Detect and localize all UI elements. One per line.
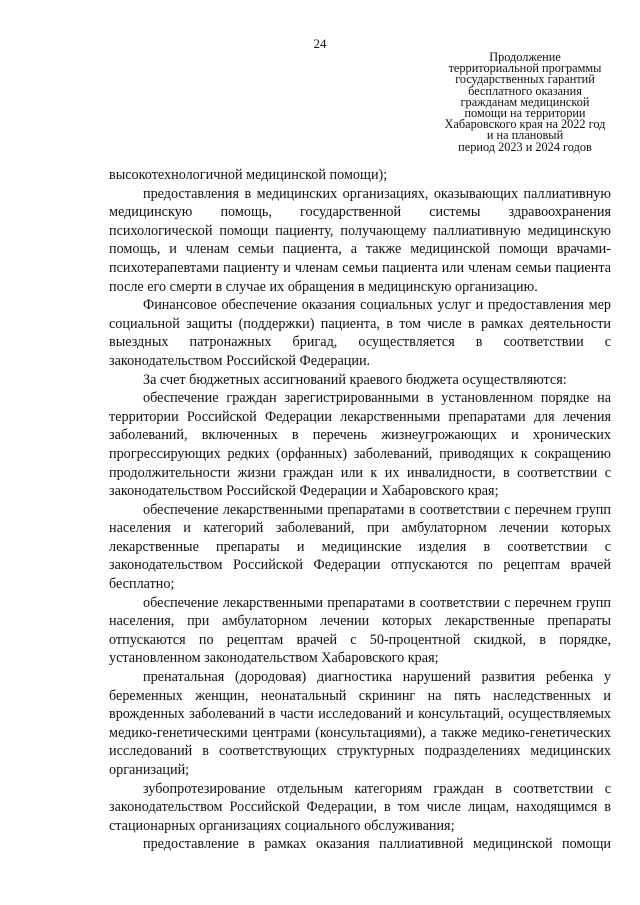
document-body	[109, 166, 611, 854]
header-line: бесплатного оказания	[468, 83, 582, 98]
paragraph: пренатальная (дородовая) диагностика нарушений развития ребенка у беременных женщин, неонатальный скрининг на пять наследственных и врожденных заболеваний в части исследований и консультаций, осуществляемых медико-генетическими центрами (консультациями), а также медико-генетических исследований в соответствующих структурных подразделениях медицинских организаций;	[109, 669, 611, 778]
paragraph: высокотехнологичной медицинской помощи);	[109, 167, 388, 183]
header-line: территориальной программы	[448, 61, 602, 76]
header-line: Продолжение	[489, 50, 561, 64]
paragraph: предоставления в медицинских организациях, оказывающих паллиативную медицинскую помощь, государственной системы здравоохранения психологической помощи пациенту, получающему паллиативную медицинскую помощь, и членам семьи пациента, а также медицинской помощи врачами-психотерапевтами пациенту и членам семьи пациента или членам семьи пациента после его смерти в случае их обращения в медицинскую организацию.	[109, 185, 611, 295]
header-line: помощи на территории	[464, 106, 586, 121]
paragraph: обеспечение граждан зарегистрированными в установленном порядке на территории Российской Федерации лекарственными препаратами для лечения заболеваний, включенных в перечень жизнеугрожающих и хронических прогрессирующих редких (орфанных) заболеваний, приводящих к сокращению продолжительности жизни граждан или к их инвалидности, в соответствии с законодательством Российской Федерации и Хабаровского края;	[109, 390, 611, 500]
paragraph: предоставление в рамках оказания паллиативной медицинской помощи	[143, 836, 611, 853]
header-line: государственных гарантий	[455, 72, 595, 87]
program-continuation-header	[425, 52, 625, 153]
paragraph: За счет бюджетных ассигнований краевого бюджета осуществляются:	[143, 371, 567, 388]
paragraph: обеспечение лекарственными препаратами в соответствии с перечнем групп населения и категорий заболеваний, при амбулаторном лечении которых лекарственные препараты и медицинские изделия в соответствии с законодательством Российской Федерации отпускаются по рецептам врачей бесплатно;	[109, 501, 611, 593]
paragraph: обеспечение лекарственными препаратами в соответствии с перечнем групп населения, при амбулаторном лечении которых лекарственные препараты отпускаются по рецептам врачей с 50-процентной скидкой, в порядке, установленном законодательством Хабаровского края;	[109, 594, 611, 667]
header-line: период 2023 и 2024 годов	[458, 139, 592, 154]
paragraph: Финансовое обеспечение оказания социальных услуг и предоставления мер социальной защиты (поддержки) пациента, в том числе в рамках деятельности выездных патронажных бригад, осуществляется в соответствии с законодательством Российской Федерации.	[109, 297, 611, 369]
paragraph: зубопротезирование отдельным категориям граждан в соответствии с законодательством Российской Федерации, в том числе лицам, находящимся в стационарных организациях социального обслуживания;	[109, 780, 611, 834]
header-line: гражданам медицинской	[460, 94, 590, 109]
header-line: и на плановый	[486, 128, 564, 143]
header-line: Хабаровского края на 2022 год	[444, 117, 606, 132]
page-number: 24	[313, 36, 327, 51]
